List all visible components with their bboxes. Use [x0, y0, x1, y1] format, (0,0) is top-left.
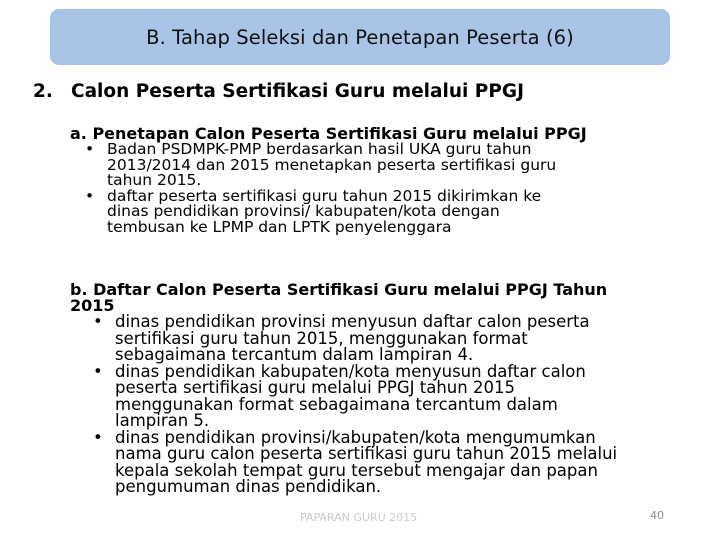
page-number: 40 — [650, 509, 664, 522]
bullet-line: nama guru calon peserta sertifikasi guru tahun 2015 melalui — [115, 444, 618, 463]
bullet-line: daftar peserta sertifikasi guru tahun 2015 dikirimkan ke — [107, 186, 542, 205]
bullet-line: dinas pendidikan kabupaten/kota menyusun daftar calon — [115, 361, 586, 381]
bullet-line: 2013/2014 dan 2015 menetapkan peserta sertifikasi guru — [107, 155, 557, 174]
footer-text: PAPARAN GURU 2015 — [300, 511, 418, 524]
bullet-line: sebagaimana tercantum dalam lampiran 4. — [115, 345, 474, 364]
bullet-marker: • — [93, 427, 103, 447]
bullet-line: menggunakan format sebagaimana tercantum dalam — [115, 394, 558, 414]
bullet-item — [85, 140, 670, 189]
section-b-heading-line: b. Daftar Calon Peserta Sertifikasi Guru melalui PPGJ Tahun — [70, 280, 608, 299]
section-a-heading: a. Penetapan Calon Peserta Sertifikasi Guru melalui PPGJ — [70, 124, 587, 143]
bullet-marker: • — [93, 312, 103, 331]
bullet-line: sertifikasi guru tahun 2015, menggunakan format — [115, 328, 528, 348]
heading-text: Calon Peserta Sertifikasi Guru melalui PPGJ — [71, 81, 524, 102]
section-heading — [33, 81, 524, 102]
heading-number: 2. — [33, 81, 53, 102]
bullet-line: tahun 2015. — [107, 171, 202, 189]
bullet-marker: • — [93, 361, 103, 381]
section-a-bullet-list — [85, 140, 670, 236]
section-b — [70, 282, 700, 496]
bullet-item — [93, 361, 700, 430]
bullet-line: dinas pendidikan provinsi menyusun daftar calon peserta — [115, 312, 590, 331]
bullet-line: dinas pendidikan provinsi/kabupaten/kota mengumumkan — [115, 427, 596, 447]
section-b-heading — [70, 282, 700, 314]
title-banner — [50, 9, 670, 65]
bullet-line: tembusan ke LPMP dan LPTK penyelenggara — [107, 217, 452, 236]
bullet-marker: • — [85, 186, 95, 205]
bullet-item — [85, 186, 670, 236]
bullet-line: kepala sekolah tempat guru tersebut mengajar dan papan — [115, 460, 598, 480]
section-b-heading-line: 2015 — [70, 296, 115, 315]
slide-title: B. Tahap Seleksi dan Penetapan Peserta (6) — [146, 25, 574, 49]
section-b-bullet-list — [93, 312, 700, 496]
section-a — [70, 126, 670, 235]
bullet-line: peserta sertifikasi guru melalui PPGJ tahun 2015 — [115, 378, 515, 397]
bullet-line: Badan PSDMPK-PMP berdasarkan hasil UKA guru tahun — [107, 140, 532, 158]
bullet-line: dinas pendidikan provinsi/ kabupaten/kota dengan — [107, 202, 500, 220]
bullet-item — [93, 312, 700, 364]
bullet-item — [93, 427, 700, 496]
bullet-line: lampiran 5. — [115, 411, 210, 430]
bullet-marker: • — [85, 140, 95, 158]
bullet-line: pengumuman dinas pendidikan. — [115, 477, 382, 496]
